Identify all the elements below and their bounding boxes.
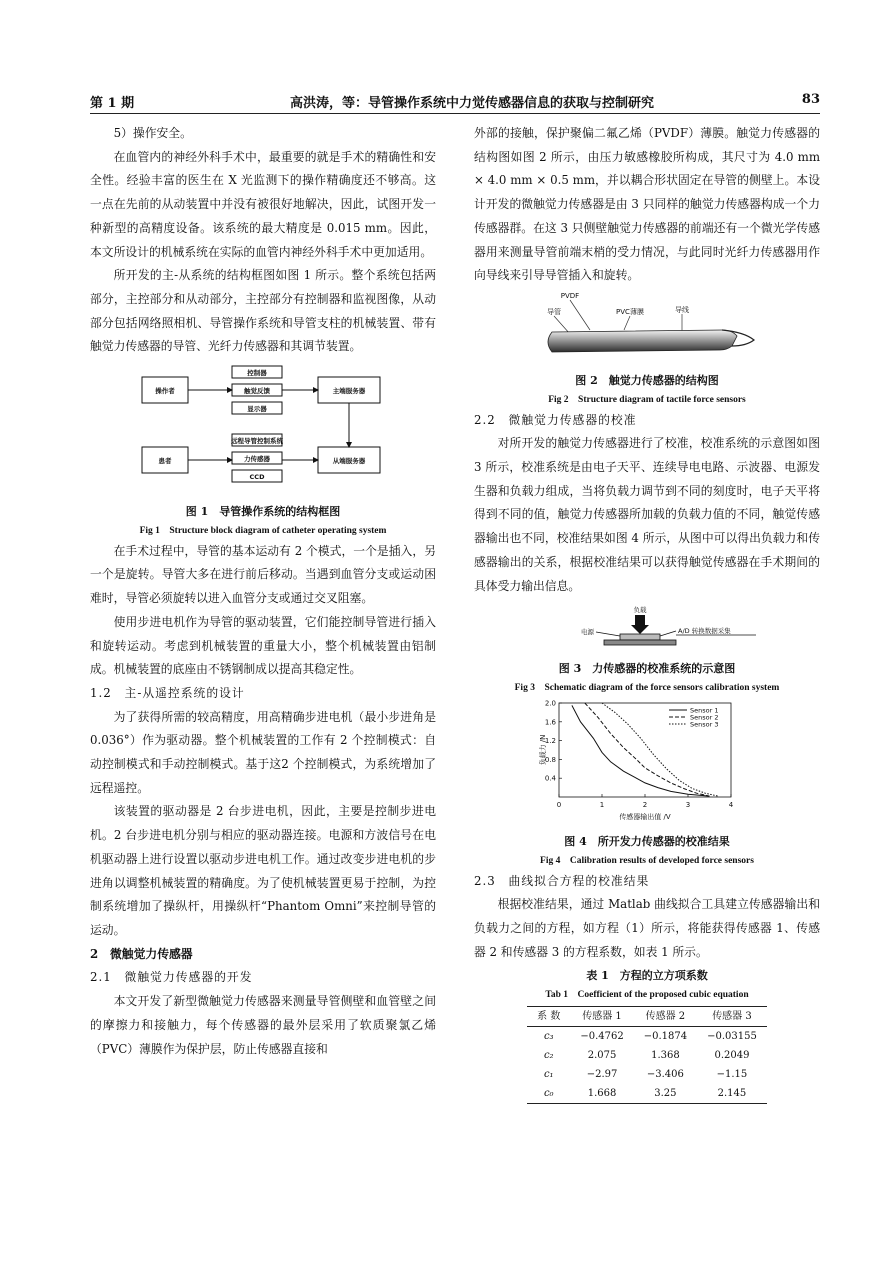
figure-4-caption-cn: 图 4 所开发力传感器的校准结果 — [564, 834, 730, 848]
box-controller: 控制器 — [247, 369, 267, 378]
box-operator: 操作者 — [155, 387, 175, 396]
table-cell: −0.03155 — [707, 1031, 757, 1043]
legend-entry: Sensor 3 — [690, 720, 719, 729]
table-row — [527, 1027, 767, 1047]
table-cell: c₃ — [543, 1031, 554, 1043]
paragraph: 根据校准结果，通过 Matlab 曲线拟合工具建立传感器输出和负载力之间的方程，如方程（1）所示，将能获得传感器 1、传感器 2 和传感器 3 的方程系数，如表 1 所示。 — [474, 897, 820, 959]
table-1-title-cn: 表 1 方程的立方项系数 — [586, 969, 708, 983]
y-axis-label: 负载力 /N — [539, 734, 547, 766]
box-slave-server: 从端服务器 — [332, 457, 366, 466]
figure-1-caption-en: Fig 1 Structure block diagram of catheter operating system — [139, 525, 387, 536]
x-tick-label: 1 — [599, 800, 605, 809]
paragraph: 5）操作安全。 — [113, 126, 192, 140]
right-column — [474, 122, 820, 1104]
box-haptic: 触觉反馈 — [244, 387, 270, 396]
label-pvdf: PVDF — [560, 291, 580, 300]
section-heading: 1.2 主-从遥控系统的设计 — [90, 685, 245, 700]
figure-2-caption-cn: 图 2 触觉力传感器的结构图 — [575, 373, 719, 387]
calibration-chart — [497, 697, 797, 823]
legend-entry: Sensor 2 — [690, 713, 719, 722]
y-tick-label: 1.6 — [544, 718, 556, 727]
table-row — [527, 1084, 767, 1104]
page-number: 83 — [801, 92, 820, 107]
table-cell: 2.145 — [717, 1088, 747, 1100]
x-tick-label: 3 — [685, 800, 691, 809]
table-1-title-en: Tab 1 Coefficient of the proposed cubic equation — [545, 990, 749, 1001]
figure-1 — [90, 363, 436, 540]
figure-3-caption-en: Fig 3 Schematic diagram of the force sensors calibration system — [514, 682, 780, 693]
series-line-1 — [572, 705, 710, 796]
paragraph: 外部的接触，保护聚偏二氟乙烯（PVDF）薄膜。触觉力传感器的结构图如图 2 所示，由压力敏感橡胶所构成，其尺寸为 4.0 mm × 4.0 mm × 0.5 mm，并以耦合形状固定在导管的侧壁上。本设计开发的微触觉力传感器是由 3 只同样的触觉力传感器构成一个力传感器群。在这 3 只侧壁触觉力传感器的前端还有一个微光学传感器用来测量导管前端末梢的受力情况，与此同时光纤力传感器用作向导线来引导导管插入和旋转。 — [474, 126, 820, 283]
label-ad: A/D 转换数据采集 — [678, 627, 731, 636]
table-row — [527, 1046, 767, 1065]
table-cell: 0.2049 — [714, 1050, 750, 1062]
section-heading: 2.2 微触觉力传感器的校准 — [474, 412, 637, 427]
table-cell: c₀ — [543, 1088, 554, 1100]
table-header: 传感器 2 — [645, 1011, 686, 1023]
figure-4 — [474, 697, 820, 870]
issue-number: 第 1 期 — [90, 96, 135, 111]
block-diagram — [140, 363, 386, 493]
running-title: 高洪涛，等：导管操作系统中力觉传感器信息的获取与控制研究 — [290, 96, 655, 111]
table-cell: 3.25 — [654, 1088, 677, 1100]
table-cell: 1.368 — [651, 1050, 680, 1062]
figure-4-caption-en: Fig 4 Calibration results of developed force sensors — [540, 855, 754, 866]
y-tick-label: 1.2 — [544, 737, 556, 746]
figure-2-caption-en: Fig 2 Structure diagram of tactile force sensors — [548, 394, 746, 405]
figure-3 — [474, 604, 820, 697]
paragraph: 对所开发的触觉力传感器进行了校准，校准系统的示意图如图 3 所示，校准系统是由电子天平、连续导电电路、示波器、电源发生器和负载力组成，当将负载力调节到不同的刻度时，电子天平将得到不同的值，触觉力传感器所加载的负载力值的不同，触觉传感器输出也不同，校准结果如图 4 所示，从图中可以得出负载力和传感器输出的关系，根据校准结果可以获得触觉传感器在手术期间的具体受力输出信息。 — [474, 436, 820, 593]
left-column — [90, 122, 436, 1061]
paragraph: 本文开发了新型微触觉力传感器来测量导管侧壁和血管壁之间的摩擦力和接触力，每个传感器的最外层采用了软质聚氯乙烯（PVC）薄膜作为保护层，防止传感器直接和 — [90, 994, 436, 1056]
table-cell: 2.075 — [587, 1050, 617, 1062]
table-header-row — [527, 1007, 767, 1027]
paragraph: 所开发的主-从系统的结构框图如图 1 所示。整个系统包括两部分，主控部分和从动部分，主控部分有控制器和监视图像，从动部分包括网络照相机、导管操作系统和导管支柱的机械装置、带有触觉力传感器的导管、光纤力传感器和其调节装置。 — [90, 268, 436, 354]
coefficient-table — [527, 1006, 767, 1104]
figure-1-caption-cn: 图 1 导管操作系统的结构框图 — [185, 504, 341, 518]
box-patient: 患者 — [158, 457, 172, 466]
running-header — [90, 92, 820, 112]
y-tick-label: 0.8 — [544, 755, 556, 764]
box-display: 显示器 — [247, 405, 267, 414]
sensor-structure-drawing — [532, 290, 762, 362]
paragraph: 使用步进电机作为导管的驱动装置，它们能控制导管进行插入和旋转运动。考虑到机械装置的重量大小，整个机械装置由铝制成。机械装置的底座由不锈钢制成以提高其稳定性。 — [90, 614, 436, 677]
section-heading: 2.3 曲线拟合方程的校准结果 — [474, 873, 650, 888]
label-wire: 导线 — [675, 305, 689, 314]
section-heading: 2 微触觉力传感器 — [90, 946, 193, 961]
box-force-sensor: 力传感器 — [244, 455, 270, 464]
table-cell: 1.668 — [587, 1088, 617, 1100]
table-row — [527, 1065, 767, 1084]
header-rule — [90, 113, 820, 114]
x-tick-label: 4 — [728, 800, 734, 809]
figure-2 — [474, 290, 820, 409]
table-cell: c₂ — [543, 1050, 554, 1062]
box-remote: 远程导管控制系统 — [231, 437, 283, 446]
table-header: 传感器 1 — [582, 1011, 622, 1023]
table-cell: −2.97 — [586, 1069, 618, 1081]
x-tick-label: 2 — [642, 800, 648, 809]
box-ccd: CCD — [249, 473, 265, 482]
table-header: 传感器 3 — [712, 1011, 752, 1023]
paragraph: 在血管内的神经外科手术中，最重要的就是手术的精确性和安全性。经验丰富的医生在 X 光监测下的操作精确度还不够高。这一点在先前的从动装置中并没有被很好地解决，因此，试图开发一种新型的高精度设备。该系统的最大精度是 0.015 mm。因此，本文所设计的机械系统在实际的血管内神经外科手术中更加适用。 — [90, 149, 436, 259]
section-heading: 2.1 微触觉力传感器的开发 — [90, 970, 253, 985]
table-cell: −3.406 — [646, 1069, 684, 1081]
y-tick-label: 2.0 — [544, 699, 556, 708]
legend-entry: Sensor 1 — [690, 706, 719, 715]
paragraph: 为了获得所需的较高精度，用高精确步进电机（最小步进角是 0.036°）作为驱动器。整个机械装置的工作有 2 个控制模式：自动控制模式和手动控制模式。基于这2 个控制模式，为系统增加了远程遥控。 — [90, 709, 436, 795]
box-master-server: 主端服务器 — [332, 387, 366, 396]
table-cell: c₁ — [543, 1069, 554, 1081]
label-pvc: PVC薄膜 — [616, 307, 644, 316]
x-tick-label: 0 — [556, 800, 562, 809]
label-catheter: 导管 — [547, 307, 561, 316]
y-tick-label: 0.4 — [544, 774, 556, 783]
table-cell: −0.1874 — [643, 1031, 688, 1043]
paragraph: 在手术过程中，导管的基本运动有 2 个模式，一个是插入，另一个是旋转。导管大多在进行前后移动。当遇到血管分支或运动困难时，导管必须旋转以进入血管分支或通过交叉阻塞。 — [90, 543, 436, 606]
label-load: 负载 — [633, 606, 647, 615]
table-header: 系 数 — [537, 1011, 561, 1023]
figure-3-caption-cn: 图 3 力传感器的校准系统的示意图 — [558, 661, 736, 675]
paragraph: 该装置的驱动器是 2 台步进电机，因此，主要是控制步进电机。2 台步进电机分别与相应的驱动器连接。电源和方波信号在电机驱动器上进行设置以驱动步进电机工作。通过改变步进电机的步进角以调整机械装置的精确度。为了使机械装置更易于控制，为控制系统增加了操纵杆，用操纵杆“Phantom Omni”来控制导管的运动。 — [90, 804, 436, 937]
table-cell: −0.4762 — [580, 1031, 624, 1043]
label-power: 电源 — [581, 628, 594, 637]
table-cell: −1.15 — [716, 1069, 748, 1081]
calibration-schematic — [532, 604, 762, 650]
x-axis-label: 传感器输出值 /V — [619, 812, 671, 821]
